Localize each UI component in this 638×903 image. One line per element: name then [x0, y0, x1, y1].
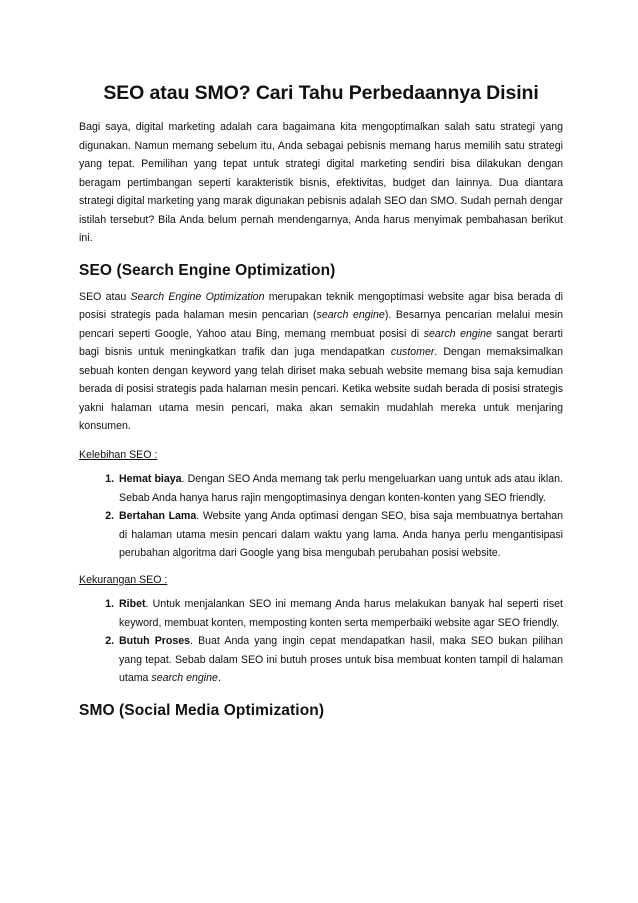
document-title: SEO atau SMO? Cari Tahu Perbedaannya Disini — [103, 82, 539, 104]
seo-para-text-1: SEO atau — [79, 290, 131, 303]
list-item-bold: Hemat biaya — [119, 473, 182, 485]
seo-para-text-3: ). Besarnya pencarian melalui mesin pencari seperti Google, Yahoo atau Bing, memang membuat posisi di — [79, 309, 563, 340]
list-item-bold: Bertahan Lama — [119, 510, 197, 522]
list-item-tail: . — [217, 672, 221, 684]
kelebihan-label: Kelebihan SEO : — [79, 448, 158, 461]
seo-para-italic-2: search engine — [316, 309, 385, 321]
list-item-italic: search engine — [151, 672, 218, 684]
seo-para-italic-1: Search Engine Optimization — [130, 290, 265, 303]
list-item-text: . Untuk menjalankan SEO ini memang Anda harus melakukan banyak hal seperti riset keyword, membuat konten, memposting konten serta memperbaiki website agar SEO friendly. — [119, 598, 563, 629]
seo-para-italic-3: search engine — [423, 327, 492, 340]
seo-para-text-5: . Dengan memaksimalkan sebuah konten dengan keyword yang telah diriset maka sebuah website memang bisa saja kemudian berada di posisi strategis pada halaman mesin pencari. Ketika website sudah berada di posisi strategis yakni halaman utama mesin pencari, maka akan semakin mudahlah mereka untuk menjaring konsumen. — [79, 346, 563, 432]
list-item-text: . Dengan SEO Anda memang tak perlu mengeluarkan uang untuk ads atau iklan. Sebab Anda hanya harus rajin mengoptimasinya dengan konten-konten yang SEO friendly. — [119, 473, 563, 504]
seo-para-text-4: sangat berarti bagi bisnis untuk meningkatkan trafik dan juga mendapatkan — [79, 327, 563, 358]
list-item — [117, 595, 563, 632]
list-item — [117, 632, 563, 688]
list-item-text: . Website yang Anda optimasi dengan SEO, bisa saja membuatnya bertahan di halaman utama mesin pencari dalam waktu yang lama. Anda hanya perlu mengantisipasi perubahan algoritma dari Google yang bisa mengubah perubahan posisi website. — [119, 510, 563, 559]
kelebihan-list — [79, 470, 563, 563]
seo-heading: SEO (Search Engine Optimization) — [79, 261, 336, 279]
seo-paragraph — [79, 288, 563, 436]
seo-para-italic-4: customer — [390, 346, 435, 358]
kekurangan-label: Kekurangan SEO : — [79, 573, 168, 586]
list-item-text: . Buat Anda yang ingin cepat mendapatkan hasil, maka SEO bukan pilihan yang tepat. Sebab dalam SEO ini butuh proses untuk bisa membuat konten tampil di halaman utama — [119, 635, 563, 684]
list-item — [117, 507, 563, 563]
seo-para-text-2: merupakan teknik mengoptimasi website agar bisa berada di posisi strategis pada halaman mesin pencarian ( — [79, 290, 563, 321]
list-item — [117, 470, 563, 507]
intro-paragraph: Bagi saya, digital marketing adalah cara bagaimana kita mengoptimalkan salah satu strategi yang digunakan. Namun memang sebelum itu, Anda sebagai pebisnis memang harus memilih satu strategi yang tepat. Pemilihan yang tepat untuk strategi digital marketing sendiri bisa dilakukan dengan beragam pertimbangan seperti karakteristik bisnis, efektivitas, budget dan lainnya. Dua diantara strategi digital marketing yang marak digunakan pebisnis adalah SEO dan SMO. Sudah pernah dengar istilah tersebut? Bila Anda belum pernah mendengarnya, Anda harus menyimak pembahasan berikut ini. — [79, 121, 563, 244]
smo-heading: SMO (Social Media Optimization) — [79, 701, 325, 719]
kekurangan-list — [79, 595, 563, 688]
list-item-bold: Ribet — [119, 598, 146, 610]
document-page — [79, 78, 563, 728]
list-item-bold: Butuh Proses — [119, 635, 191, 647]
